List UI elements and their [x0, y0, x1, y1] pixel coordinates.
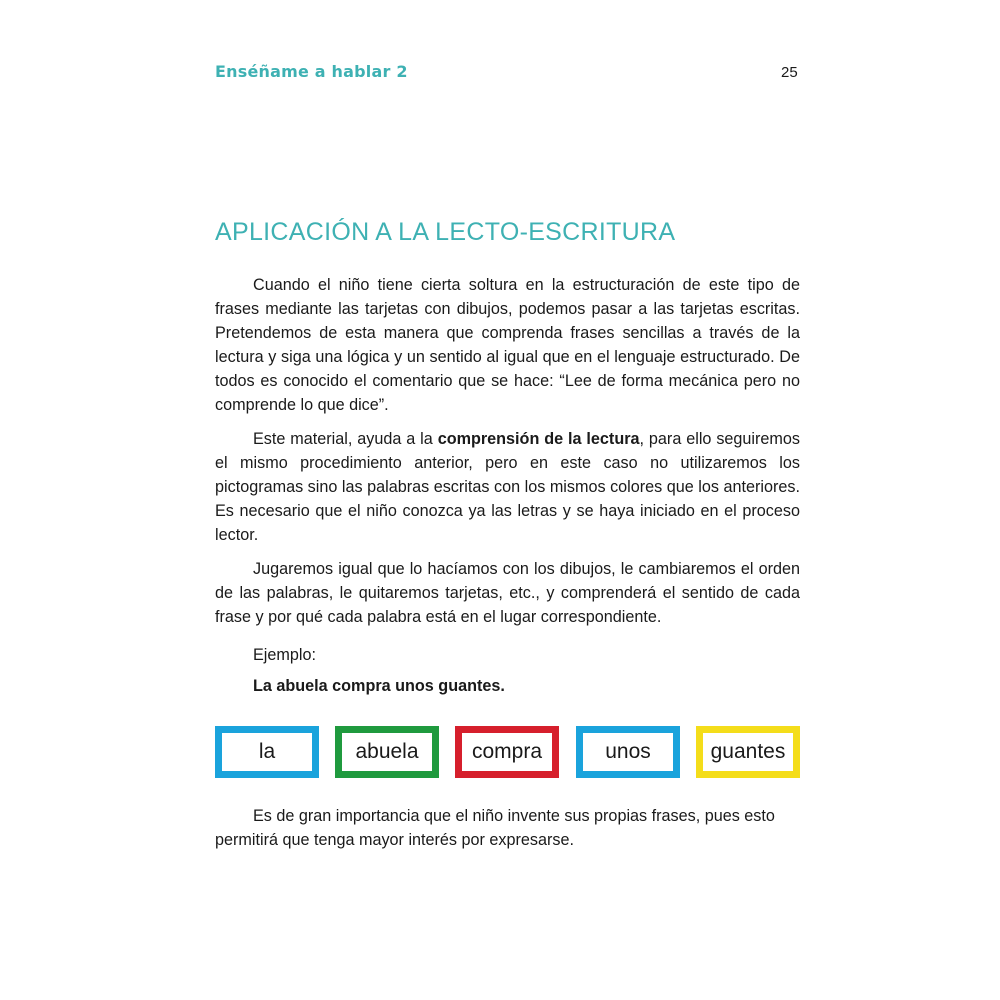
word-cards	[215, 726, 800, 778]
paragraph-3: Jugaremos igual que lo hacíamos con los dibujos, le cambiaremos el orden de las palabras, le quitaremos tarjetas, etc., y comprenderá el sentido de cada frase y por qué cada palabra está en el lugar correspondiente.	[215, 560, 800, 626]
section-heading: APLICACIÓN A LA LECTO-ESCRITURA	[215, 218, 676, 246]
word-card	[696, 726, 800, 778]
paragraph-2	[215, 427, 800, 547]
example-sentence: La abuela compra unos guantes.	[253, 677, 505, 695]
word-card	[455, 726, 559, 778]
word-card-label: unos	[605, 740, 651, 763]
page-number: 25	[781, 64, 798, 81]
word-card-label: abuela	[355, 740, 419, 763]
paragraph-2-start: Este material, ayuda a la	[253, 430, 438, 448]
word-card	[576, 726, 680, 778]
example-label: Ejemplo:	[253, 646, 316, 664]
word-card	[215, 726, 319, 778]
word-card-label: la	[258, 740, 276, 763]
paragraph-2-end: , para ello seguiremos el mismo procedimiento anterior, pero en este caso no utilizaremos los pictogramas sino las palabras escritas con los mismos colores que los anteriores. Es necesario que el niño conozca ya las letras y se haya iniciado en el proceso lector.	[215, 430, 800, 544]
closing-paragraph: Es de gran importancia que el niño invente sus propias frases, pues esto permitirá que tenga mayor interés por expresarse.	[215, 807, 775, 849]
closing-text	[215, 804, 800, 852]
body-text	[215, 273, 800, 639]
running-title: Enséñame a hablar 2	[215, 62, 408, 81]
paragraph-2-emphasis: comprensión de la lectura	[437, 430, 640, 448]
word-card-label: guantes	[710, 740, 786, 763]
word-card-label: compra	[471, 740, 543, 763]
paragraph-1: Cuando el niño tiene cierta soltura en la estructuración de este tipo de frases mediante las tarjetas con dibujos, podemos pasar a las tarjetas escritas. Pretendemos de esta manera que comprenda frases sencillas a través de la lectura y siga una lógica y un sentido al igual que en el lenguaje estructurado. De todos es conocido el comentario que se hace: “Lee de forma mecánica pero no comprende lo que dice”.	[215, 276, 800, 414]
word-card	[335, 726, 439, 778]
